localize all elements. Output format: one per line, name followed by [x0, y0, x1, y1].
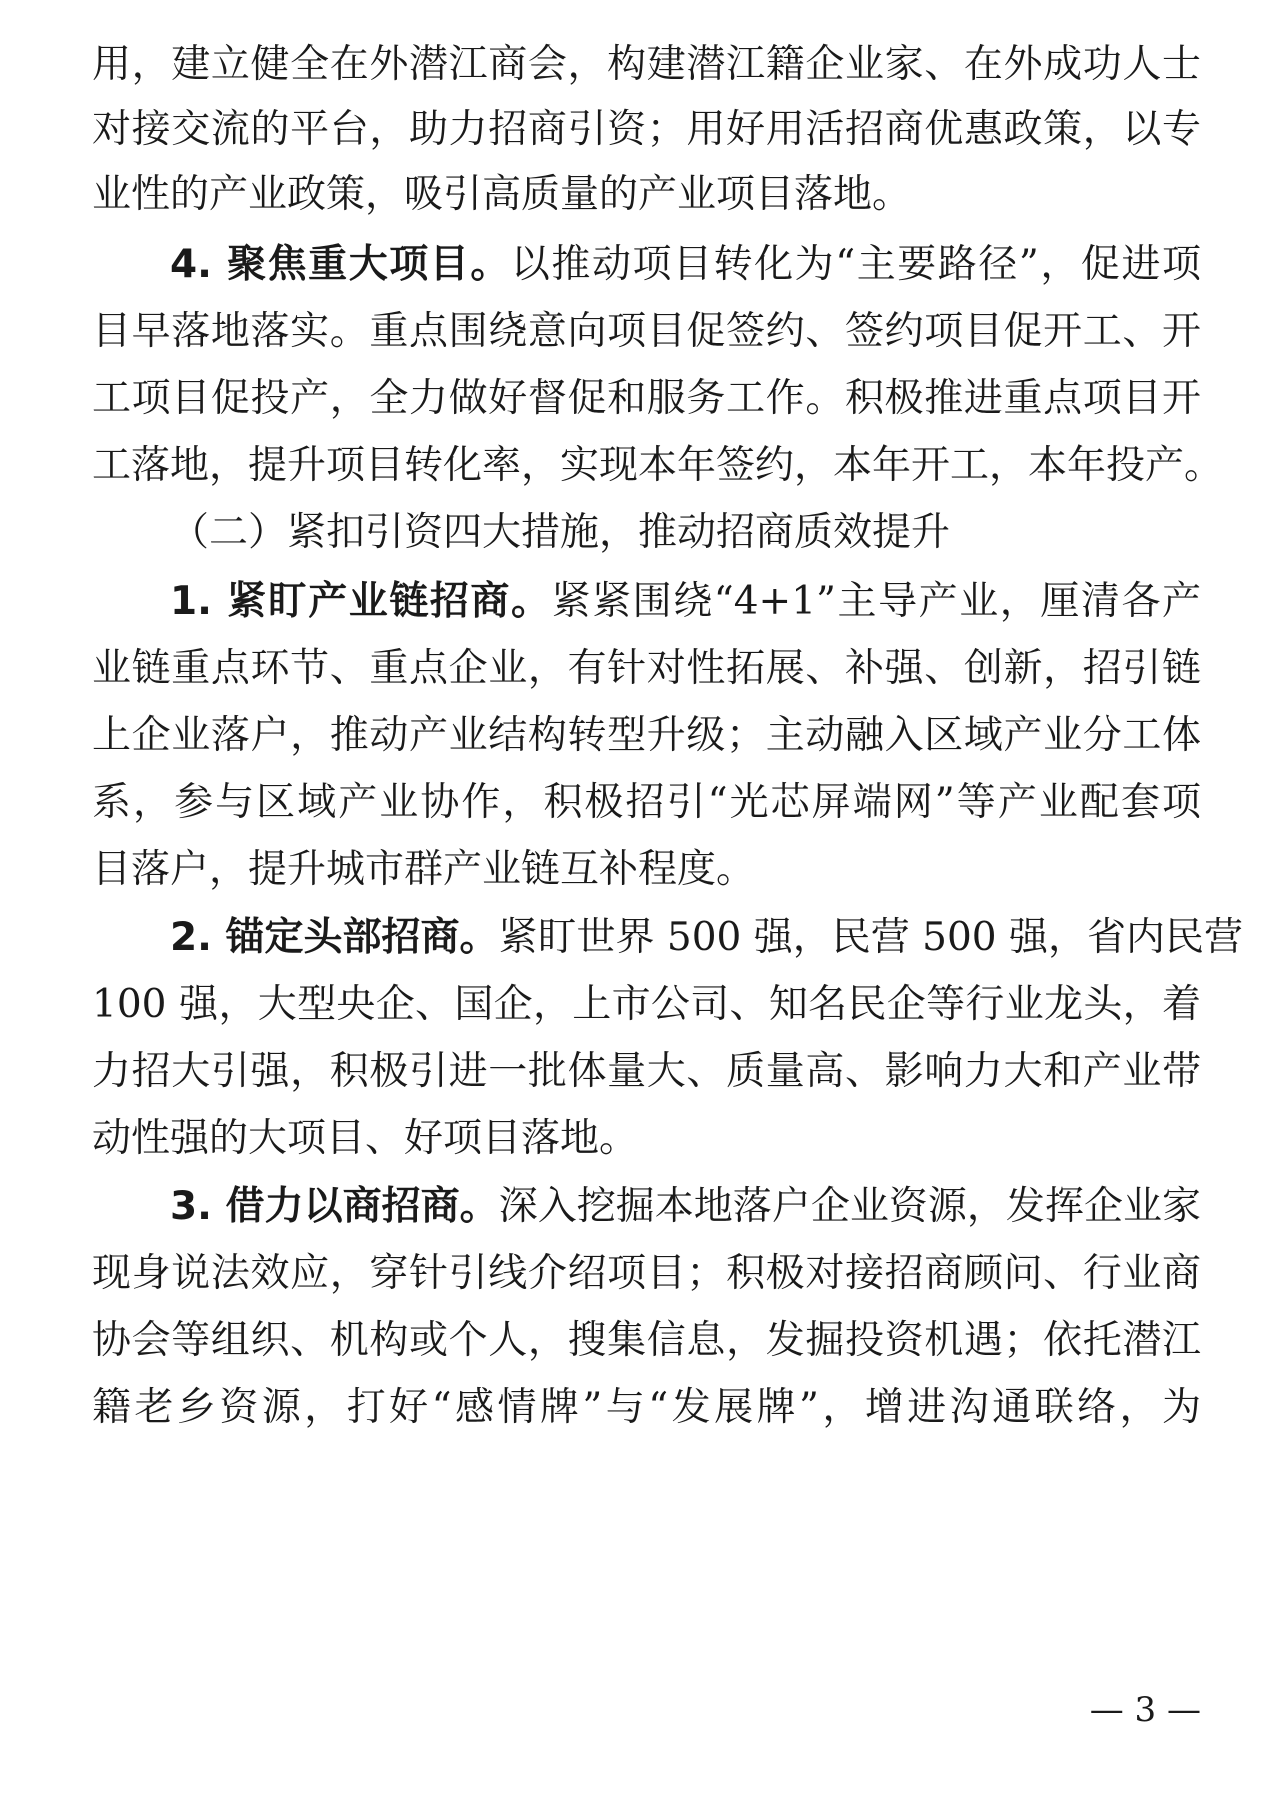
item4-heading: 4. 聚焦重大项目。: [170, 242, 511, 287]
paragraph-line: 业性的产业政策，吸引高质量的产业项目落地。: [92, 172, 912, 217]
item4-text: 以推动项目转化为“主要路径”，促进项: [510, 242, 1201, 287]
paragraph-line: 用，建立健全在外潜江商会，构建潜江籍企业家、在外成功人士: [92, 42, 1201, 87]
paragraph-line: 籍老乡资源，打好“感情牌”与“发展牌”，增进沟通联络，为: [92, 1385, 1201, 1430]
section-title: （二）紧扣引资四大措施，推动招商质效提升: [170, 510, 951, 555]
paragraph-line: 工项目促投产，全力做好督促和服务工作。积极推进重点项目开: [92, 376, 1201, 421]
page-number: — 3 —: [1089, 1690, 1201, 1730]
item1-text: 紧紧围绕“4+1”主导产业，厘清各产: [551, 579, 1201, 624]
paragraph-line: 目落户，提升城市群产业链互补程度。: [92, 847, 756, 892]
item2-heading: 2. 锚定头部招商。: [170, 915, 499, 960]
paragraph-line: 工落地，提升项目转化率，实现本年签约，本年开工，本年投产。: [92, 443, 1224, 488]
item2-first-line: [170, 908, 1243, 968]
item2-text: 紧盯世界 500 强，民营 500 强，省内民营: [498, 915, 1243, 960]
item1-first-line: [170, 572, 1201, 632]
item4-first-line: [170, 235, 1201, 295]
paragraph-line: 动性强的大项目、好项目落地。: [92, 1116, 639, 1161]
paragraph-line: 协会等组织、机构或个人，搜集信息，发掘投资机遇；依托潜江: [92, 1318, 1201, 1363]
paragraph-line: 上企业落户，推动产业结构转型升级；主动融入区域产业分工体: [92, 713, 1201, 758]
paragraph-line: 对接交流的平台，助力招商引资；用好用活招商优惠政策，以专: [92, 107, 1201, 152]
item1-heading: 1. 紧盯产业链招商。: [170, 579, 552, 624]
paragraph-line: 力招大引强，积极引进一批体量大、质量高、影响力大和产业带: [92, 1049, 1201, 1094]
paragraph-line: 业链重点环节、重点企业，有针对性拓展、补强、创新，招引链: [92, 646, 1201, 691]
paragraph-line: 系，参与区域产业协作，积极招引“光芯屏端网”等产业配套项: [92, 780, 1201, 825]
item3-heading: 3. 借力以商招商。: [170, 1184, 499, 1229]
paragraph-line: 现身说法效应，穿针引线介绍项目；积极对接招商顾问、行业商: [92, 1251, 1201, 1296]
paragraph-line: 目早落地落实。重点围绕意向项目促签约、签约项目促开工、开: [92, 309, 1201, 354]
item3-text: 深入挖掘本地落户企业资源，发挥企业家: [498, 1184, 1201, 1229]
item3-first-line: [170, 1177, 1201, 1237]
paragraph-line: 100 强，大型央企、国企，上市公司、知名民企等行业龙头，着: [92, 982, 1201, 1027]
